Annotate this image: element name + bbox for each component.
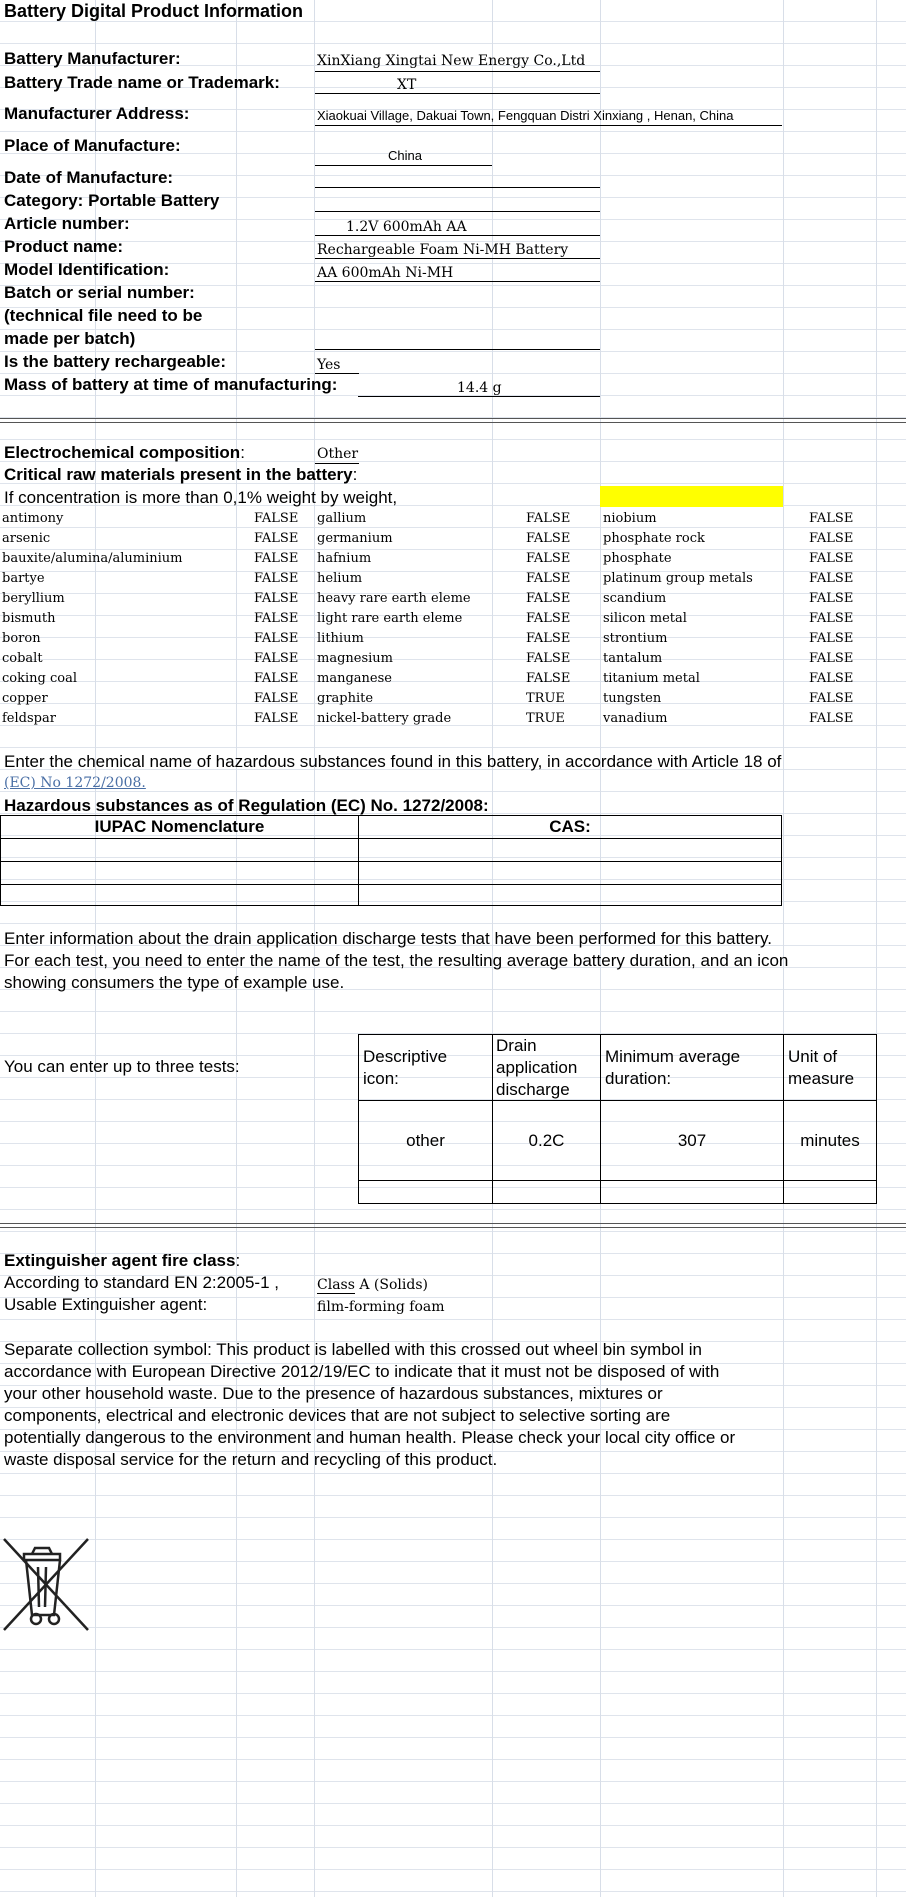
test2-unit-cell[interactable] [783, 1180, 877, 1204]
material-value[interactable]: FALSE [526, 651, 571, 666]
agent-label: Usable Extinguisher agent: [4, 1295, 208, 1314]
descriptive-icon-header: Descriptive icon: [358, 1034, 493, 1101]
material-name: arsenic [2, 531, 51, 546]
batch-label-line3: made per batch) [4, 329, 136, 348]
test2-drain-cell[interactable] [492, 1180, 601, 1204]
cas-cell-2[interactable] [358, 861, 782, 885]
material-value[interactable]: FALSE [809, 511, 854, 526]
mass-value[interactable]: 14.4 g [457, 380, 502, 396]
extinguisher-heading: Extinguisher agent fire class: [4, 1251, 241, 1270]
material-name: light rare earth eleme [317, 611, 463, 626]
collection-text-line: Separate collection symbol: This product is labelled with this crossed out wheel bin symbol in [4, 1340, 702, 1359]
material-value[interactable]: FALSE [254, 651, 299, 666]
standard-label: According to standard EN 2:2005-1 , [4, 1273, 279, 1292]
material-name: coking coal [2, 671, 77, 686]
material-value[interactable]: FALSE [254, 511, 299, 526]
material-name: niobium [603, 511, 657, 526]
cas-cell-3[interactable] [358, 884, 782, 906]
date-label: Date of Manufacture: [4, 168, 174, 187]
material-value[interactable]: TRUE [526, 711, 565, 726]
test-duration-cell[interactable]: 307 [600, 1100, 784, 1181]
material-name: boron [2, 631, 41, 646]
material-name: phosphate rock [603, 531, 705, 546]
place-value[interactable]: China [388, 148, 422, 163]
material-name: bartye [2, 571, 45, 586]
critical-raw-materials-label: Critical raw materials present in the battery: [4, 465, 358, 484]
test2-icon-cell[interactable] [358, 1180, 493, 1204]
collection-text-line: components, electrical and electronic devices that are not subject to selective sorting are [4, 1406, 671, 1425]
material-value[interactable]: FALSE [526, 611, 571, 626]
crossed-out-wheelie-bin-icon [2, 1537, 90, 1632]
drain-intro-2: For each test, you need to enter the name of the test, the resulting average battery duration, and an icon [4, 951, 789, 970]
regulation-link[interactable]: (EC) No 1272/2008. [4, 775, 146, 791]
material-name: titanium metal [603, 671, 700, 686]
material-name: tantalum [603, 651, 663, 666]
collection-text-line: your other household waste. Due to the presence of hazardous substances, mixtures or [4, 1384, 663, 1403]
manufacturer-label: Battery Manufacturer: [4, 49, 181, 68]
material-name: gallium [317, 511, 367, 526]
batch-label-line2: (technical file need to be [4, 306, 203, 325]
material-name: silicon metal [603, 611, 687, 626]
material-name: graphite [317, 691, 374, 706]
material-name: vanadium [603, 711, 668, 726]
iupac-header: IUPAC Nomenclature [0, 815, 359, 839]
up-to-three-tests-label: You can enter up to three tests: [4, 1057, 240, 1076]
collection-text-line: potentially dangerous to the environment and human health. Please check your local city office or [4, 1428, 736, 1447]
material-name: antimony [2, 511, 64, 526]
material-value[interactable]: FALSE [809, 531, 854, 546]
material-value[interactable]: FALSE [526, 591, 571, 606]
material-value[interactable]: FALSE [809, 591, 854, 606]
material-value[interactable]: FALSE [254, 631, 299, 646]
material-name: scandium [603, 591, 667, 606]
material-value[interactable]: FALSE [809, 631, 854, 646]
material-name: cobalt [2, 651, 43, 666]
material-name: heavy rare earth eleme [317, 591, 471, 606]
material-name: germanium [317, 531, 393, 546]
material-name: bismuth [2, 611, 56, 626]
model-label: Model Identification: [4, 260, 170, 279]
material-value[interactable]: FALSE [254, 611, 299, 626]
category-label: Category: Portable Battery [4, 191, 220, 210]
material-value[interactable]: FALSE [526, 571, 571, 586]
product-value[interactable]: Rechargeable Foam Ni-MH Battery [317, 242, 569, 258]
material-value[interactable]: FALSE [809, 651, 854, 666]
concentration-note: If concentration is more than 0,1% weight by weight, [4, 488, 398, 507]
highlight-cell [600, 486, 783, 507]
material-value[interactable]: FALSE [809, 571, 854, 586]
material-name: phosphate [603, 551, 672, 566]
test2-duration-cell[interactable] [600, 1180, 784, 1204]
cas-cell-1[interactable] [358, 838, 782, 862]
material-value[interactable]: FALSE [809, 691, 854, 706]
drain-intro-1: Enter information about the drain application discharge tests that have been performed for this battery. [4, 929, 772, 948]
material-value[interactable]: FALSE [254, 591, 299, 606]
trade-name-value[interactable]: XT [397, 77, 417, 93]
material-name: manganese [317, 671, 392, 686]
min-duration-header: Minimum average duration: [600, 1034, 784, 1101]
material-value[interactable]: FALSE [526, 511, 571, 526]
material-name: lithium [317, 631, 364, 646]
cas-header: CAS: [358, 815, 782, 839]
material-value[interactable]: FALSE [809, 611, 854, 626]
iupac-cell-3[interactable] [0, 884, 359, 906]
address-value[interactable]: Xiaokuai Village, Dakuai Town, Fengquan Distri Xinxiang , Henan, China [317, 108, 734, 123]
article-value[interactable]: 1.2V 600mAh AA [346, 219, 467, 235]
model-value[interactable]: AA 600mAh Ni-MH [317, 265, 454, 281]
section-divider [0, 418, 906, 423]
material-value[interactable]: FALSE [526, 631, 571, 646]
material-name: feldspar [2, 711, 56, 726]
collection-text-line: waste disposal service for the return and recycling of this product. [4, 1450, 498, 1469]
material-name: helium [317, 571, 363, 586]
test-icon-cell[interactable]: other [358, 1100, 493, 1181]
product-label: Product name: [4, 237, 124, 256]
material-name: hafnium [317, 551, 372, 566]
material-value[interactable]: FALSE [254, 711, 299, 726]
material-name: bauxite/alumina/aluminium [2, 551, 183, 566]
page-title: Battery Digital Product Information [4, 1, 304, 21]
drain-intro-3: showing consumers the type of example use. [4, 973, 345, 992]
material-value[interactable]: TRUE [526, 691, 565, 706]
batch-label-line1: Batch or serial number: [4, 283, 195, 302]
material-name: platinum group metals [603, 571, 753, 586]
iupac-cell-2[interactable] [0, 861, 359, 885]
rechargeable-label: Is the battery rechargeable: [4, 352, 227, 371]
test-unit-cell[interactable]: minutes [783, 1100, 877, 1181]
material-value[interactable]: FALSE [254, 551, 299, 566]
address-label: Manufacturer Address: [4, 104, 190, 123]
article-label: Article number: [4, 214, 130, 233]
material-value[interactable]: FALSE [254, 691, 299, 706]
fire-class-value[interactable]: Class A (Solids) [317, 1277, 428, 1293]
material-name: strontium [603, 631, 668, 646]
place-label: Place of Manufacture: [4, 136, 181, 155]
material-value[interactable]: FALSE [809, 711, 854, 726]
material-name: nickel-battery grade [317, 711, 452, 726]
material-value[interactable]: FALSE [809, 671, 854, 686]
trade-name-label: Battery Trade name or Trademark: [4, 73, 280, 92]
mass-label: Mass of battery at time of manufacturing: [4, 375, 338, 394]
iupac-cell-1[interactable] [0, 838, 359, 862]
drain-discharge-header: Drain application discharge [492, 1034, 601, 1101]
collection-text-line: accordance with European Directive 2012/19/EC to indicate that it must not be disposed of with [4, 1362, 720, 1381]
material-value[interactable]: FALSE [526, 551, 571, 566]
test-drain-cell[interactable]: 0.2C [492, 1100, 601, 1181]
manufacturer-value[interactable]: XinXiang Xingtai New Energy Co.,Ltd [317, 53, 586, 69]
material-name: magnesium [317, 651, 393, 666]
material-value[interactable]: FALSE [809, 551, 854, 566]
composition-value[interactable]: Other [317, 446, 359, 462]
unit-header: Unit of measure [783, 1034, 877, 1101]
material-value[interactable]: FALSE [254, 571, 299, 586]
hazard-intro: Enter the chemical name of hazardous substances found in this battery, in accordance with Article 18 of [4, 752, 782, 771]
section-divider-2 [0, 1223, 906, 1228]
composition-label: Electrochemical composition: [4, 443, 245, 462]
material-value[interactable]: FALSE [526, 671, 571, 686]
material-value[interactable]: FALSE [254, 671, 299, 686]
material-value[interactable]: FALSE [526, 531, 571, 546]
agent-value[interactable]: film-forming foam [317, 1299, 445, 1315]
material-name: tungsten [603, 691, 662, 706]
material-name: beryllium [2, 591, 65, 606]
material-name: copper [2, 691, 48, 706]
hazard-heading: Hazardous substances as of Regulation (EC) No. 1272/2008: [4, 796, 489, 815]
rechargeable-value[interactable]: Yes [317, 357, 341, 373]
material-value[interactable]: FALSE [254, 531, 299, 546]
